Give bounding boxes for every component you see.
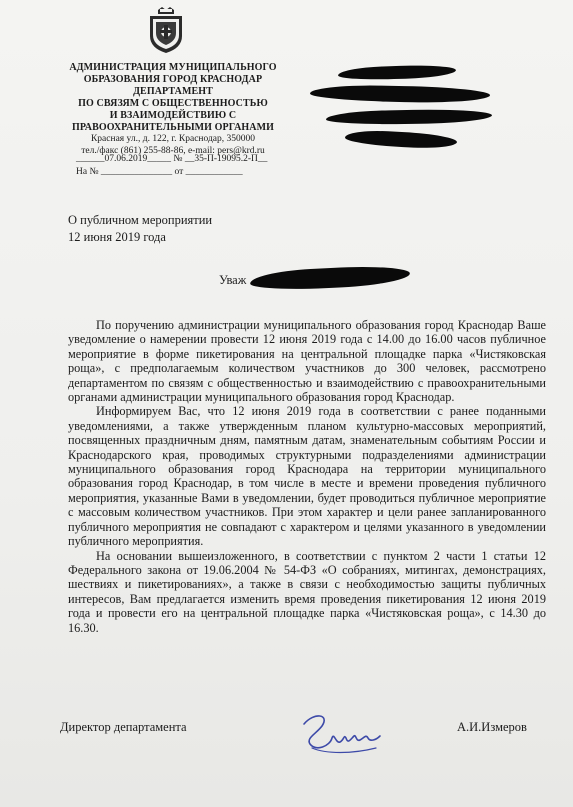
greeting: Уваж (219, 273, 247, 287)
redaction-mark (326, 109, 492, 126)
letter-subject (68, 212, 212, 246)
redaction-mark (310, 84, 490, 103)
org-name-line: ПРАВООХРАНИТЕЛЬНЫМИ ОРГАНАМИ (71, 122, 275, 133)
sender-header (68, 62, 278, 157)
org-name-line: И ВЗАИМОДЕЙСТВИЮ С (109, 110, 237, 121)
body-paragraph: На основании вышеизложенного, в соответствии с пунктом 2 части 1 статьи 12 Федерального закона от 19.06.2004 № 54-ФЗ «О собраниях, митингах, демонстрациях, шествиях и пикетированиях», а также в связи с необходимостью защиты публичных интересов, Вам предлагается изменить время проведения пикетирования 12 июня 2019 года и провести его на центральной площадке парка «Чистяковская роща», с 14.30 до 16.30. (68, 548, 546, 635)
coat-of-arms-icon (146, 6, 186, 54)
body-paragraph: Информируем Вас, что 12 июня 2019 года в соответствии с ранее поданными уведомлениями, а также утвержденным планом культурно-массовых мероприятий, посвященных праздничным дням, памятным датам, знаменательным событиям России и Краснодарского края, проводимых структурными подразделениями администрации муниципального образования город Краснодара на территории муниципального образования город Краснодар, в том числе в месте и времени проведения публичного мероприятия, указанные Вами в уведомлении, будет проводиться публичное мероприятие с массовым количеством участников. При этом характер и цели ранее запланированного публичного мероприятия не совпадают с характером и целями указанного в уведомлении публичного мероприятия. (68, 404, 546, 549)
signer-title: Директор департамента (60, 720, 187, 734)
signer-name: А.И.Измеров (457, 720, 527, 734)
letter-body (68, 318, 546, 635)
body-paragraph: По поручению администрации муниципального образования город Краснодар Ваше уведомление о намерении провести 12 июня 2019 года с 14.00 до 16.00 часов публичное мероприятие в форме пикетирования на центральной площадке парка «Чистяковская роща», с предполагаемым количеством участников до 300 человек, рассмотрено департаментом по связям с общественностью и взаимодействию с правоохранительными органами администрации муниципального образования город Краснодар. (68, 318, 546, 405)
org-name-line: ОБРАЗОВАНИЯ ГОРОД КРАСНОДАР (83, 74, 263, 85)
address-line: Красная ул., д. 122, г. Краснодар, 350000 (90, 134, 256, 144)
org-name-line: ПО СВЯЗЯМ С ОБЩЕСТВЕННОСТЬЮ (78, 98, 268, 109)
subject-date: 12 июня 2019 года (68, 230, 166, 244)
registration-number: ______07.06.2019_____ № __35-П-19095.2-П__ (76, 154, 268, 164)
org-name-line: ДЕПАРТАМЕНТ (133, 86, 213, 97)
reply-reference: На № _______________ от ____________ (76, 167, 243, 177)
redaction-mark (345, 129, 458, 150)
subject-line: О публичном мероприятии (68, 213, 213, 227)
handwritten-signature (296, 704, 388, 760)
contacts-line: тел./факс (861) 255-88-86, e-mail: pers@krd.ru (81, 145, 265, 156)
org-name-line: АДМИНИСТРАЦИЯ МУНИЦИПАЛЬНОГО (69, 62, 277, 73)
redaction-mark (250, 264, 411, 292)
redaction-mark (338, 64, 456, 81)
